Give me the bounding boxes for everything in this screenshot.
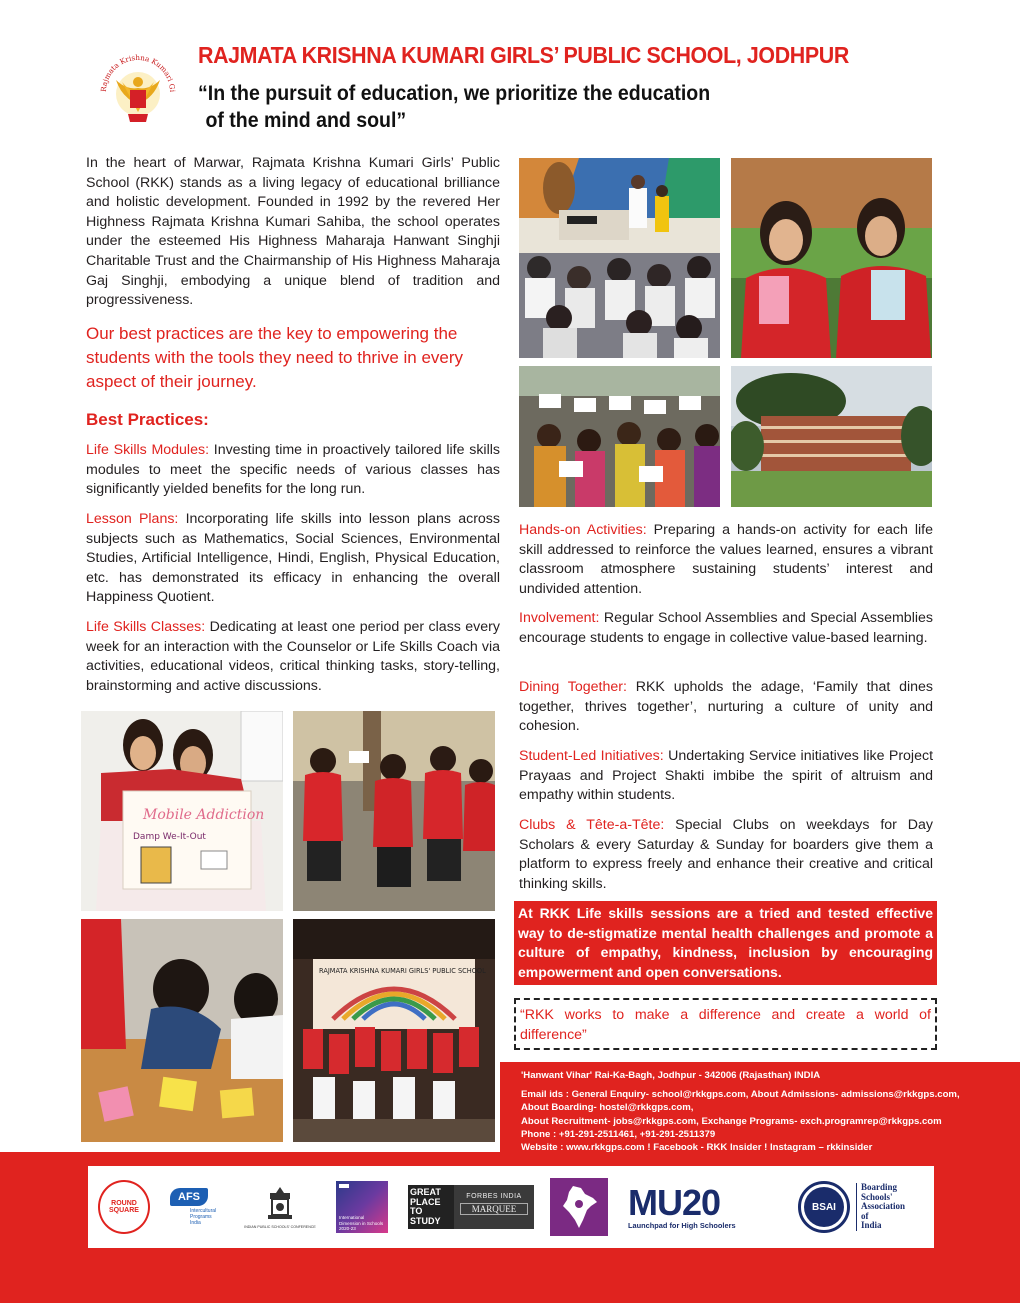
practice-text: Incorporating life skills into lesson plans across subjects such as Mathematics, Social Sciences, Environmental Studies, Artificial Intelligence, Hindi, English, Physical Education, etc. has demonstrated its efficacy in enhancing the overall Happiness Quotient. (86, 511, 500, 606)
motto-line-2: of the mind and soul” (205, 109, 407, 132)
email-line-2: About Boarding- hostel@rkkgps.com, (521, 1102, 694, 1114)
practice-life-skills-modules (86, 441, 500, 500)
practice-student-led-initiatives (519, 747, 933, 806)
practice-label: Life Skills Modules: (86, 442, 210, 458)
best-practices-heading: Best Practices: (86, 410, 209, 429)
mu20-subtitle: Launchpad for High Schoolers (628, 1220, 736, 1230)
practice-lesson-plans (86, 510, 500, 608)
forbes-marquee-logo (454, 1185, 534, 1229)
practice-label: Involvement: (519, 610, 600, 626)
gptw-text-1: GREAT (410, 1187, 441, 1197)
isa-text-2: Dimension in Schools (339, 1220, 384, 1226)
address-line: 'Hanwant Vihar' Rai-Ka-Bagh, Jodhpur - 342006 (Rajasthan) INDIA (521, 1070, 821, 1081)
contact-details (521, 1069, 961, 1154)
practice-label: Hands-on Activities: (519, 522, 647, 538)
email-line-1: Email ids : General Enquiry- school@rkkgps.com, About Admissions- admissions@rkkgps.com, (521, 1089, 960, 1101)
practice-text: Preparing a hands-on activity for each life skill addressed to reinforce the values learned, ensures a vibrant classroom atmosphere sustaining students’ interest and undivided attention. (519, 522, 934, 597)
photo-girls-with-books (731, 158, 932, 358)
practice-text: Special Clubs on weekdays for Day Scholars & every Saturday & Sunday for boarders give them a platform to express freely and enhance their creative and critical thinking skills. (519, 817, 933, 892)
photo-school-building (731, 366, 932, 507)
bsai-name-3: Association (861, 1201, 906, 1212)
bsai-logo (798, 1166, 928, 1248)
bsai-name-2: Schools' (861, 1191, 893, 1202)
email-line-3: About Recruitment- jobs@rkkgps.com, Exchange Programs- exch.programrep@rkkgps.com (521, 1115, 942, 1127)
photo-community-outreach (519, 366, 720, 507)
mu20-text: MU20 (628, 1181, 721, 1223)
international-dimension-logo (336, 1166, 388, 1248)
school-motto (198, 80, 719, 134)
marquee-text: MARQUEE (460, 1203, 528, 1215)
life-skills-callout: At RKK Life skills sessions are a tried and tested effective way to de-stigmatize mental health challenges and promote a culture of empathy, kindness, inclusion by encouraging empowerment and open conversations. (514, 901, 937, 985)
photo-sticky-notes-activity (81, 919, 283, 1142)
round-square-text-1: ROUND (111, 1200, 137, 1207)
phone-line: Phone : +91-291-2511461, +91-291-2511379 (521, 1128, 716, 1140)
photo-mobile-addiction-poster (81, 711, 283, 911)
photo-students-group-activity (293, 711, 495, 911)
ipsc-logo (244, 1166, 316, 1248)
afs-sub-text-2: Programs (190, 1214, 212, 1220)
rkk-quote-box: “RKK works to make a difference and create a world of difference” (514, 998, 937, 1050)
practice-involvement (519, 609, 933, 648)
website-line: Website : www.rkkgps.com ! Facebook - RKK Insider ! Instagram – rkkinsider (521, 1142, 873, 1154)
motto-line-1: “In the pursuit of education, we prioritize the education (198, 82, 711, 105)
afs-sub-text-1: Intercultural (190, 1208, 217, 1214)
round-square-logo (98, 1166, 150, 1248)
bsai-text: BSAI (804, 1187, 844, 1227)
practice-dining-together (519, 678, 933, 737)
bsai-name-1: Boarding (861, 1182, 898, 1193)
bsai-name-5: India (861, 1220, 882, 1231)
gptw-text-3: TO (410, 1206, 423, 1217)
mu20-logo (628, 1166, 778, 1248)
poster-subtitle-text: Damp We-It-Out (133, 832, 206, 842)
highlight-statement: Our best practices are the key to empowering the students with the tools they need to thrive in every aspect of their journey. (86, 324, 464, 391)
isa-text-1: International (339, 1215, 365, 1220)
practice-label: Student-Led Initiatives: (519, 748, 664, 764)
practice-label: Lesson Plans: (86, 511, 179, 527)
gptw-text-4: STUDY (410, 1215, 441, 1226)
india-map-logo (550, 1166, 608, 1248)
school-crest-logo (92, 42, 184, 134)
intro-paragraph: In the heart of Marwar, Rajmata Krishna Kumari Girls’ Public School (RKK) stands as a living legacy of educational brilliance and holistic development. Founded in 1992 by the revered Her Highness Rajmata Krishna Kumari Sahiba, the school operates under the esteemed His Highness Maharaja Hanwant Singhji Charitable Trust and the Chairmanship of His Highness Maharaja Gaj Singhji, embodying a unique blend of tradition and progressiveness. (86, 155, 500, 309)
practice-text: Dedicating at least one period per class every week for an interaction with the Counselor or Life Skills Coach via activities, educational videos, critical thinking tasks, story-telling, brainstorming and active discussions. (86, 619, 500, 694)
bsai-name-4: of (861, 1210, 869, 1221)
practice-hands-on-activities (519, 521, 933, 599)
practice-life-skills-classes (86, 618, 500, 696)
practice-label: Clubs & Tête-a-Tête: (519, 817, 665, 833)
partner-logo-strip (88, 1166, 934, 1248)
photo-assembly-group (293, 919, 495, 1142)
practice-label: Dining Together: (519, 679, 627, 695)
practice-text: RKK upholds the adage, ‘Family that dines together, thrives together’, nurturing a culture of unity and cohesion. (519, 679, 933, 735)
practice-clubs-tete-a-tete (519, 816, 933, 894)
afs-logo (170, 1166, 230, 1248)
poster-title-text: Mobile Addiction (143, 807, 265, 823)
practice-text: Investing time in proactively tailored life skills modules to meet the specific needs of various classes has significantly yielded benefits for the long run. (86, 442, 500, 498)
isa-text-3: 2020-23 (339, 1226, 356, 1232)
logo-text: Rajmata Krishna Kumari Gi (98, 52, 178, 93)
practice-text: Undertaking Service initiatives like Project Prayaas and Project Shakti imbibe the spirit of altruism and empathy within students. (519, 748, 934, 804)
gptw-text-2: PLACE (410, 1196, 441, 1207)
ipsc-text: INDIAN PUBLIC SCHOOLS' CONFERENCE (244, 1225, 316, 1229)
afs-sub-text-3: India (190, 1220, 201, 1226)
round-square-text-2: SQUARE (109, 1207, 139, 1214)
school-name-heading: RAJMATA KRISHNA KUMARI GIRLS’ PUBLIC SCHOOL, JODHPUR (198, 42, 849, 68)
great-place-to-study-logo (408, 1166, 534, 1248)
stage-banner-text: RAJMATA KRISHNA KUMARI GIRLS' PUBLIC SCHOOL (319, 967, 486, 975)
forbes-text: FORBES INDIA (466, 1193, 522, 1200)
practice-label: Life Skills Classes: (86, 619, 206, 635)
practice-text: Regular School Assemblies and Special Assemblies encourage students to engage in collective value-based learning. (519, 610, 933, 646)
photo-classroom-session (519, 158, 720, 358)
afs-text: AFS (170, 1188, 208, 1206)
